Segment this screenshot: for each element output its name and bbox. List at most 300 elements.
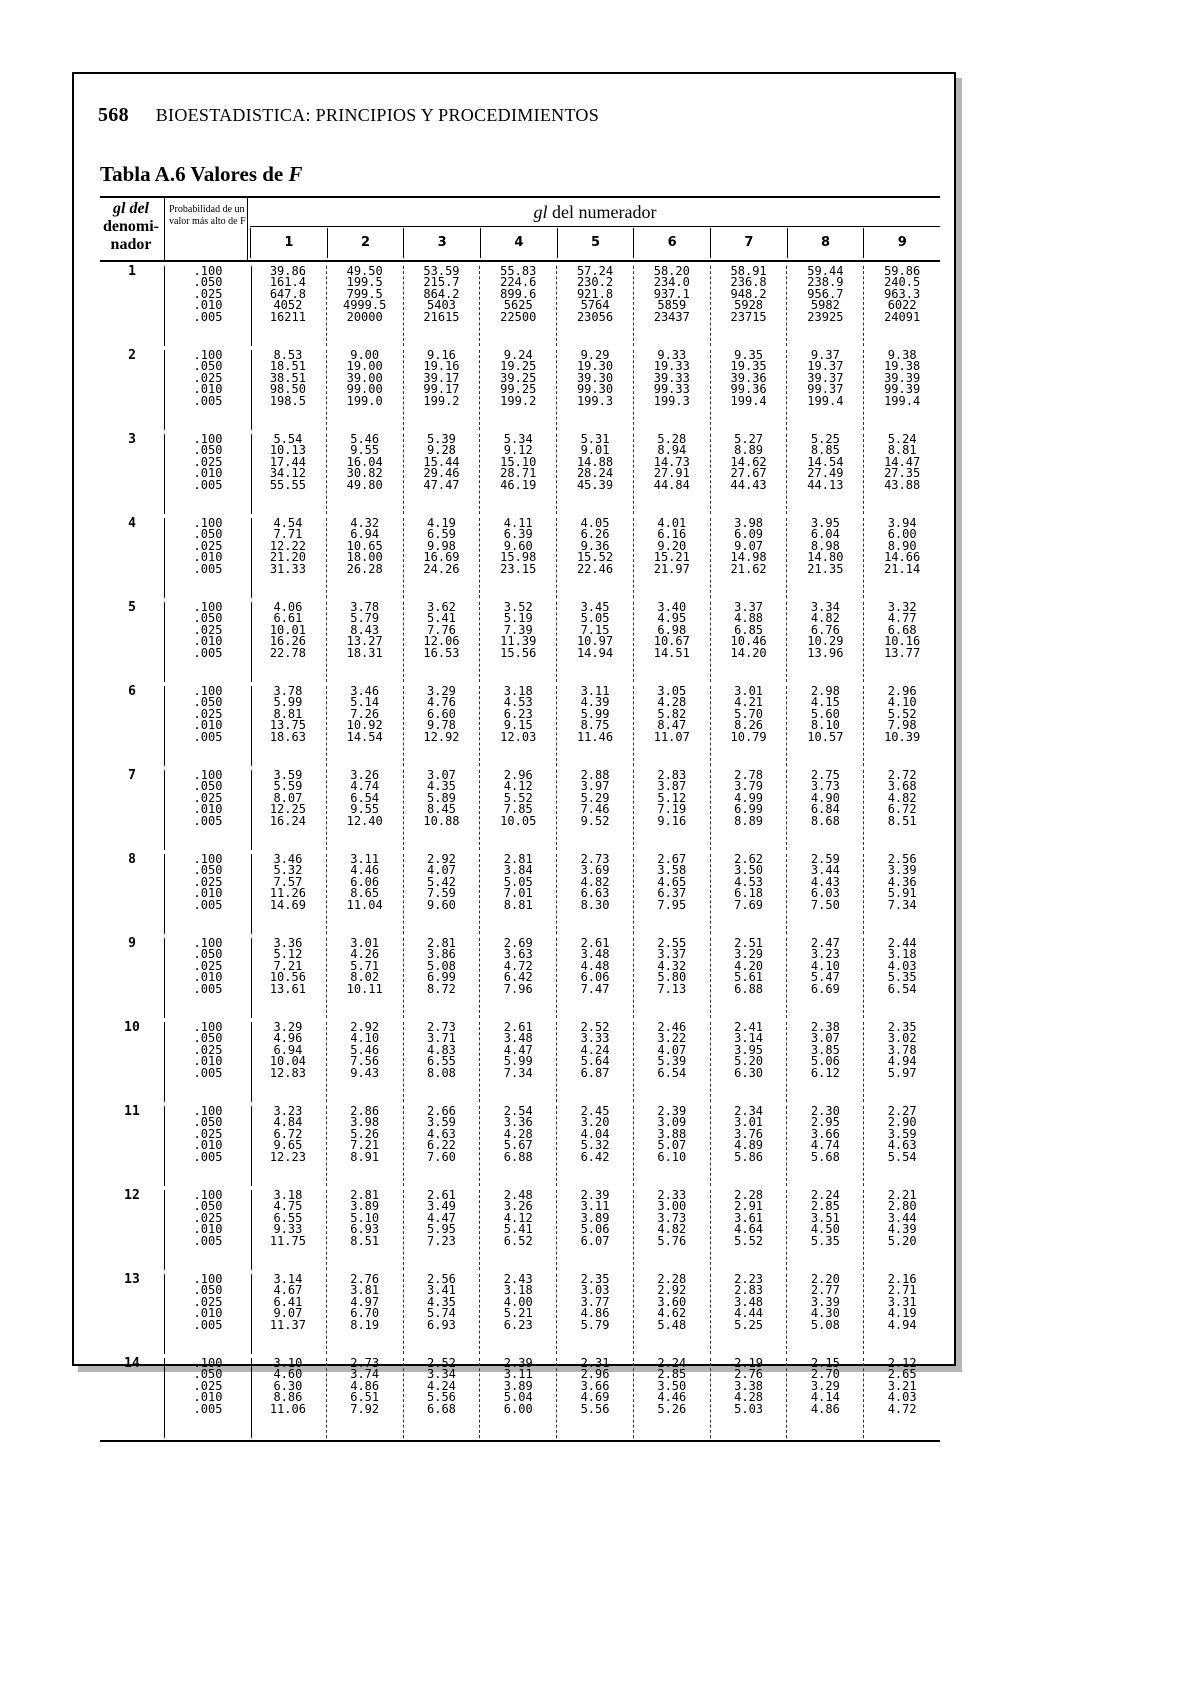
f-value-cell: 3.22 xyxy=(657,1031,687,1046)
f-value-cell: 2.73 xyxy=(580,852,610,866)
f-value-cell: 7.15 xyxy=(580,622,610,637)
f-value-cell: 3.02 xyxy=(887,1031,917,1046)
f-value-cell: 13.61 xyxy=(269,981,306,996)
f-value-cell: 9.07 xyxy=(734,538,764,553)
denominator-group xyxy=(100,682,940,766)
f-value-cell: 6.54 xyxy=(657,1065,687,1080)
f-value-column xyxy=(634,1190,711,1270)
probability-value: .100 xyxy=(193,1356,223,1370)
f-value-cell: 9.55 xyxy=(350,802,380,817)
denominator-df: 7 xyxy=(128,768,136,783)
f-value-cell: 3.11 xyxy=(350,852,380,866)
f-value-cell: 2.92 xyxy=(427,852,456,866)
f-value-cell: 5.41 xyxy=(503,1222,533,1237)
f-value-cell: 45.39 xyxy=(576,477,614,492)
f-value-cell: 9.36 xyxy=(580,538,610,553)
f-value-cell: 7.69 xyxy=(734,897,764,912)
f-value-cell: 3.44 xyxy=(887,1210,917,1225)
f-value-cell: 5.86 xyxy=(734,1149,764,1164)
f-value-cell: 6.94 xyxy=(273,1042,303,1057)
probability-column xyxy=(164,518,252,598)
f-value-cell: 5.41 xyxy=(427,611,456,626)
f-value-cell: 6.42 xyxy=(503,970,533,985)
f-value-cell: 4.43 xyxy=(810,874,840,889)
numerator-df-header: 7 xyxy=(710,228,787,258)
denominator-group xyxy=(100,598,940,682)
f-value-cell: 11.07 xyxy=(653,729,690,744)
f-value-cell: 3.89 xyxy=(350,1199,380,1214)
f-value-cell: 3.18 xyxy=(503,684,533,698)
f-value-cell: 4.60 xyxy=(273,1367,303,1382)
f-value-cell: 5.79 xyxy=(580,1317,610,1332)
f-value-cell: 3.49 xyxy=(427,1199,456,1214)
f-value-cell: 10.29 xyxy=(807,634,844,649)
f-value-cell: 3.31 xyxy=(887,1294,917,1309)
f-value-cell: 6.07 xyxy=(580,1233,610,1248)
probability-value: .010 xyxy=(193,718,223,733)
f-value-cell: 3.46 xyxy=(350,684,380,698)
f-value-cell: 8.51 xyxy=(350,1233,380,1248)
f-value-cell: 21.35 xyxy=(807,561,844,576)
f-value-cell: 198.5 xyxy=(269,393,306,408)
f-value-cell: 24.26 xyxy=(423,561,460,576)
f-values xyxy=(250,434,940,514)
probability-value: .050 xyxy=(193,527,223,542)
f-value-column xyxy=(864,686,940,766)
f-value-cell: 10.67 xyxy=(653,634,690,649)
f-value-cell: 6.39 xyxy=(503,527,533,542)
f-value-cell: 3.94 xyxy=(887,516,917,530)
f-value-cell: 8.02 xyxy=(350,970,380,985)
f-value-cell: 4.36 xyxy=(887,874,917,889)
f-value-cell: 4.77 xyxy=(887,611,917,626)
f-value-cell: 6.84 xyxy=(810,802,840,817)
f-value-cell: 6.42 xyxy=(580,1149,610,1164)
f-value-cell: 5.06 xyxy=(810,1054,840,1069)
f-value-cell: 4.03 xyxy=(887,958,917,973)
f-value-cell: 17.44 xyxy=(269,454,306,469)
f-value-cell: 19.37 xyxy=(807,359,844,374)
probability-column xyxy=(164,686,252,766)
f-value-cell: 5.74 xyxy=(427,1306,456,1321)
f-value-cell: 2.75 xyxy=(810,768,840,782)
f-value-cell: 2.15 xyxy=(810,1356,840,1370)
f-value-cell: 5.24 xyxy=(887,432,917,446)
f-value-cell: 2.59 xyxy=(810,852,840,866)
f-value-cell: 3.52 xyxy=(503,600,533,614)
f-value-cell: 4.72 xyxy=(887,1401,917,1416)
f-value-cell: 3.09 xyxy=(657,1115,687,1130)
f-value-column xyxy=(404,1022,481,1102)
f-value-cell: 6.61 xyxy=(273,611,303,626)
f-value-column xyxy=(480,434,557,514)
f-value-cell: 5.46 xyxy=(350,432,380,446)
f-value-column xyxy=(634,938,711,1018)
probability-value: .005 xyxy=(193,1149,223,1164)
f-value-column xyxy=(711,1022,788,1102)
f-value-cell: 4.62 xyxy=(657,1306,687,1321)
f-value-column xyxy=(864,350,940,430)
f-value-cell: 13.75 xyxy=(269,718,306,733)
f-value-cell: 3.95 xyxy=(734,1042,764,1057)
f-value-cell: 9.60 xyxy=(503,538,533,553)
f-value-cell: 8.98 xyxy=(810,538,840,553)
probability-value: .010 xyxy=(193,1222,223,1237)
denominator-group xyxy=(100,766,940,850)
f-value-cell: 18.31 xyxy=(346,645,383,660)
f-value-cell: 9.07 xyxy=(273,1306,303,1321)
table-header xyxy=(100,196,940,262)
f-value-cell: 5.21 xyxy=(503,1306,533,1321)
f-value-cell: 6.70 xyxy=(350,1306,380,1321)
f-value-cell: 899.6 xyxy=(500,286,537,301)
f-value-cell: 7.34 xyxy=(503,1065,533,1080)
probability-column xyxy=(164,1106,252,1186)
probability-column xyxy=(164,770,252,850)
f-value-cell: 3.89 xyxy=(503,1378,533,1393)
probability-value: .010 xyxy=(193,1138,223,1153)
f-value-cell: 3.14 xyxy=(273,1272,303,1286)
f-value-cell: 2.81 xyxy=(350,1188,380,1202)
denominator-df: 12 xyxy=(124,1188,140,1203)
f-value-cell: 6.85 xyxy=(734,622,764,637)
f-value-column xyxy=(634,770,711,850)
f-value-cell: 4.35 xyxy=(427,779,456,794)
f-value-cell: 4999.5 xyxy=(342,298,387,313)
f-value-column xyxy=(557,938,634,1018)
f-value-cell: 8.68 xyxy=(810,813,840,828)
f-value-cell: 5.08 xyxy=(810,1317,840,1332)
f-value-cell: 8.81 xyxy=(273,706,303,721)
f-value-cell: 23056 xyxy=(576,309,614,324)
denominator-header-line1: gl del xyxy=(113,200,149,217)
f-value-cell: 6.23 xyxy=(503,1317,533,1332)
f-value-cell: 2.73 xyxy=(427,1020,456,1034)
f-value-cell: 6.54 xyxy=(350,790,380,805)
f-value-cell: 8.72 xyxy=(427,981,456,996)
f-value-cell: 5.67 xyxy=(503,1138,533,1153)
f-value-cell: 6.72 xyxy=(887,802,917,817)
probability-value: .005 xyxy=(193,981,223,996)
f-value-cell: 7.01 xyxy=(503,886,533,901)
table-title xyxy=(100,162,303,187)
f-value-cell: 4.04 xyxy=(580,1126,610,1141)
f-value-cell: 6.76 xyxy=(810,622,840,637)
f-value-cell: 9.01 xyxy=(580,443,610,458)
f-value-cell: 39.36 xyxy=(730,370,767,385)
f-value-column xyxy=(711,518,788,598)
f-value-cell: 19.35 xyxy=(730,359,767,374)
f-value-cell: 5.71 xyxy=(350,958,380,973)
f-value-cell: 39.25 xyxy=(500,370,537,385)
f-value-column xyxy=(711,854,788,934)
f-value-cell: 963.3 xyxy=(884,286,921,301)
f-value-column xyxy=(711,266,788,346)
f-value-cell: 43.88 xyxy=(884,477,921,492)
f-value-cell: 5.25 xyxy=(734,1317,764,1332)
f-value-cell: 9.55 xyxy=(350,443,380,458)
f-value-column xyxy=(787,350,864,430)
f-value-column xyxy=(787,434,864,514)
f-value-cell: 3.20 xyxy=(580,1115,610,1130)
f-value-cell: 5.89 xyxy=(427,790,456,805)
f-value-cell: 27.49 xyxy=(807,466,844,481)
f-value-column xyxy=(711,434,788,514)
f-value-cell: 3.36 xyxy=(503,1115,533,1130)
f-value-cell: 3.98 xyxy=(734,516,764,530)
f-value-cell: 6022 xyxy=(887,298,917,313)
f-value-cell: 21615 xyxy=(423,309,460,324)
f-value-cell: 13.96 xyxy=(807,645,844,660)
f-value-cell: 3.33 xyxy=(580,1031,610,1046)
f-values xyxy=(250,770,940,850)
f-value-cell: 11.46 xyxy=(576,729,614,744)
f-values xyxy=(250,686,940,766)
f-value-cell: 14.98 xyxy=(730,550,767,565)
f-value-cell: 19.30 xyxy=(576,359,614,374)
probability-value: .100 xyxy=(193,516,223,530)
f-value-cell: 4.82 xyxy=(887,790,917,805)
f-value-cell: 4.94 xyxy=(887,1317,917,1332)
f-value-cell: 46.19 xyxy=(500,477,537,492)
f-value-cell: 9.28 xyxy=(427,443,456,458)
f-value-cell: 9.52 xyxy=(580,813,610,828)
f-value-cell: 31.33 xyxy=(269,561,306,576)
probability-column xyxy=(164,350,252,430)
probability-value: .005 xyxy=(193,561,223,576)
f-value-cell: 9.00 xyxy=(350,348,380,362)
table-title-text: Valores de xyxy=(190,162,284,186)
f-value-cell: 2.96 xyxy=(503,768,533,782)
f-value-cell: 4.48 xyxy=(580,958,610,973)
f-value-cell: 2.80 xyxy=(887,1199,917,1214)
f-value-cell: 10.57 xyxy=(807,729,844,744)
f-value-cell: 6.41 xyxy=(273,1294,303,1309)
f-value-column xyxy=(327,770,404,850)
f-value-cell: 4.47 xyxy=(503,1042,533,1057)
f-value-cell: 19.00 xyxy=(346,359,383,374)
f-value-cell: 5.07 xyxy=(657,1138,687,1153)
f-value-cell: 4.39 xyxy=(580,695,610,710)
f-value-cell: 4.46 xyxy=(657,1390,687,1405)
numerator-header xyxy=(250,200,940,227)
f-value-cell: 8.30 xyxy=(580,897,610,912)
f-value-cell: 10.13 xyxy=(269,443,306,458)
denominator-header xyxy=(100,198,162,262)
f-value-cell: 7.76 xyxy=(427,622,456,637)
f-value-cell: 99.30 xyxy=(576,382,614,397)
f-value-cell: 5.08 xyxy=(427,958,456,973)
f-value-cell: 3.01 xyxy=(350,936,380,950)
f-value-column xyxy=(787,1274,864,1354)
probability-value: .050 xyxy=(193,695,223,710)
f-value-column xyxy=(864,770,940,850)
f-value-cell: 3.14 xyxy=(734,1031,764,1046)
f-value-cell: 8.07 xyxy=(273,790,303,805)
f-value-cell: 7.59 xyxy=(427,886,456,901)
f-value-cell: 18.51 xyxy=(269,359,306,374)
f-value-cell: 14.94 xyxy=(576,645,614,660)
f-value-cell: 2.61 xyxy=(580,936,610,950)
f-value-cell: 4.03 xyxy=(887,1390,917,1405)
probability-column xyxy=(164,1190,252,1270)
f-value-column xyxy=(327,854,404,934)
probability-value: .025 xyxy=(193,1378,223,1393)
f-value-cell: 5.70 xyxy=(734,706,764,721)
f-value-cell: 4.65 xyxy=(657,874,687,889)
f-value-cell: 28.24 xyxy=(576,466,614,481)
f-value-cell: 2.96 xyxy=(580,1367,610,1382)
f-value-cell: 4.21 xyxy=(734,695,764,710)
f-value-cell: 6.00 xyxy=(887,527,917,542)
f-value-column xyxy=(327,938,404,1018)
f-value-cell: 2.47 xyxy=(810,936,840,950)
f-value-cell: 3.48 xyxy=(734,1294,764,1309)
f-value-cell: 39.86 xyxy=(269,264,306,278)
probability-value: .025 xyxy=(193,790,223,805)
f-value-cell: 2.54 xyxy=(503,1104,533,1118)
denominator-group xyxy=(100,430,940,514)
probability-value: .010 xyxy=(193,802,223,817)
f-value-cell: 2.19 xyxy=(734,1356,764,1370)
f-values xyxy=(250,602,940,682)
denominator-group xyxy=(100,1018,940,1102)
f-value-cell: 4.82 xyxy=(580,874,610,889)
probability-column xyxy=(164,1358,252,1438)
probability-value: .100 xyxy=(193,600,223,614)
f-value-cell: 3.48 xyxy=(503,1031,533,1046)
f-value-column xyxy=(250,770,327,850)
table-label: Tabla A.6 xyxy=(100,162,186,186)
f-value-cell: 2.33 xyxy=(657,1188,687,1202)
f-value-column xyxy=(711,602,788,682)
f-table xyxy=(100,196,940,1438)
f-value-cell: 3.36 xyxy=(273,936,303,950)
f-value-cell: 5.12 xyxy=(273,947,303,962)
f-value-cell: 4.05 xyxy=(580,516,610,530)
f-value-cell: 921.8 xyxy=(576,286,614,301)
f-value-column xyxy=(787,266,864,346)
f-value-cell: 13.77 xyxy=(884,645,921,660)
f-value-column xyxy=(634,1274,711,1354)
denominator-group xyxy=(100,346,940,430)
f-value-cell: 5.52 xyxy=(887,706,917,721)
f-value-column xyxy=(404,938,481,1018)
f-value-column xyxy=(404,266,481,346)
f-value-cell: 2.66 xyxy=(427,1104,456,1118)
f-value-column xyxy=(634,854,711,934)
f-value-cell: 4.35 xyxy=(427,1294,456,1309)
f-value-cell: 2.48 xyxy=(503,1188,533,1202)
f-value-cell: 3.38 xyxy=(734,1378,764,1393)
f-value-cell: 39.00 xyxy=(346,370,383,385)
f-value-cell: 19.33 xyxy=(653,359,690,374)
probability-column xyxy=(164,266,252,346)
f-value-column xyxy=(711,350,788,430)
f-value-cell: 4.28 xyxy=(734,1390,764,1405)
f-value-cell: 5.76 xyxy=(657,1233,687,1248)
denominator-header-line2: denomi- xyxy=(103,218,159,235)
f-value-cell: 11.39 xyxy=(500,634,537,649)
f-value-cell: 2.39 xyxy=(657,1104,687,1118)
f-value-cell: 5403 xyxy=(427,298,456,313)
f-value-cell: 3.86 xyxy=(427,947,456,962)
f-value-column xyxy=(404,854,481,934)
denominator-header-line3: nador xyxy=(110,236,152,253)
f-value-cell: 4.53 xyxy=(503,695,533,710)
f-value-cell: 27.67 xyxy=(730,466,767,481)
f-value-cell: 2.43 xyxy=(503,1272,533,1286)
probability-value: .025 xyxy=(193,958,223,973)
f-value-cell: 5.99 xyxy=(503,1054,533,1069)
f-value-cell: 3.61 xyxy=(734,1210,764,1225)
f-value-cell: 2.78 xyxy=(734,768,764,782)
f-value-cell: 5.20 xyxy=(734,1054,764,1069)
f-value-cell: 4.82 xyxy=(657,1222,687,1237)
f-value-cell: 14.69 xyxy=(269,897,306,912)
f-value-cell: 12.92 xyxy=(423,729,460,744)
f-value-cell: 11.75 xyxy=(269,1233,306,1248)
f-value-cell: 7.47 xyxy=(580,981,610,996)
denominator-df: 13 xyxy=(124,1272,140,1287)
denominator-group xyxy=(100,850,940,934)
denominator-group xyxy=(100,1102,940,1186)
f-value-cell: 5.48 xyxy=(657,1317,687,1332)
f-value-cell: 23715 xyxy=(730,309,767,324)
f-value-cell: 3.45 xyxy=(580,600,610,614)
f-value-cell: 6.94 xyxy=(350,527,380,542)
f-value-cell: 2.92 xyxy=(350,1020,380,1034)
f-value-column xyxy=(327,434,404,514)
f-value-cell: 3.85 xyxy=(810,1042,840,1057)
f-value-column xyxy=(787,938,864,1018)
f-value-cell: 4.64 xyxy=(734,1222,764,1237)
f-value-cell: 199.5 xyxy=(346,275,383,290)
f-value-cell: 5.19 xyxy=(503,611,533,626)
f-value-cell: 2.61 xyxy=(427,1188,456,1202)
f-value-column xyxy=(864,854,940,934)
f-value-column xyxy=(480,350,557,430)
f-value-column xyxy=(480,518,557,598)
denominator-df: 8 xyxy=(128,852,136,867)
f-value-cell: 8.90 xyxy=(887,538,917,553)
f-value-cell: 3.84 xyxy=(503,863,533,878)
f-value-column xyxy=(480,602,557,682)
f-value-cell: 2.28 xyxy=(734,1188,764,1202)
f-value-cell: 234.0 xyxy=(653,275,690,290)
probability-value: .100 xyxy=(193,1188,223,1202)
f-value-cell: 3.11 xyxy=(503,1367,533,1382)
f-value-column xyxy=(327,686,404,766)
f-value-cell: 4.74 xyxy=(350,779,380,794)
f-value-cell: 12.03 xyxy=(500,729,537,744)
denominator-df: 9 xyxy=(128,936,136,951)
f-value-cell: 39.17 xyxy=(423,370,460,385)
denominator-df: 4 xyxy=(128,516,136,531)
f-value-cell: 4.74 xyxy=(810,1138,840,1153)
f-value-cell: 9.37 xyxy=(810,348,840,362)
probability-value: .010 xyxy=(193,550,223,565)
f-value-cell: 3.26 xyxy=(503,1199,533,1214)
f-value-cell: 3.11 xyxy=(580,1199,610,1214)
f-value-cell: 9.38 xyxy=(887,348,917,362)
f-value-cell: 5.56 xyxy=(427,1390,456,1405)
f-value-cell: 39.39 xyxy=(884,370,921,385)
f-value-cell: 3.29 xyxy=(427,684,456,698)
f-value-cell: 6.12 xyxy=(810,1065,840,1080)
f-value-cell: 53.59 xyxy=(423,264,460,278)
f-value-cell: 2.34 xyxy=(734,1104,764,1118)
